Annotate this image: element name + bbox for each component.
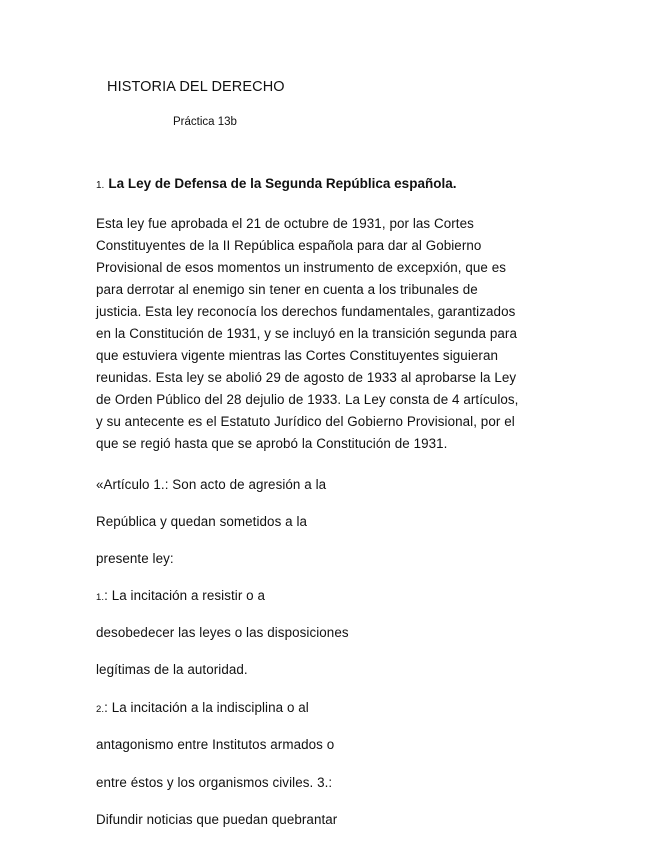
article-line: antagonismo entre Institutos armados o [96, 737, 335, 752]
paragraph-line: Constituyentes de la II República española para dar al Gobierno [96, 238, 482, 253]
article-item-number: 1. [96, 592, 105, 603]
section-heading [96, 176, 456, 191]
article-line: legítimas de la autoridad. [96, 662, 248, 677]
paragraph-line: en la Constitución de 1931, y se incluyó en la transición segunda para [96, 326, 517, 341]
paragraph-line: Esta ley fue aprobada el 21 de octubre de 1931, por las Cortes [96, 216, 474, 231]
article-item-2 [96, 700, 309, 715]
body-paragraph [96, 213, 561, 455]
paragraph-line: y su antecente es el Estatuto Jurídico del Gobierno Provisional, por el [96, 414, 515, 429]
article-item-1 [96, 588, 265, 603]
document-title: HISTORIA DEL DERECHO [107, 79, 285, 95]
article-line: Difundir noticias que puedan quebrantar [96, 812, 338, 827]
paragraph-line: justicia. Esta ley reconocía los derechos fundamentales, garantizados [96, 304, 516, 319]
document-subtitle: Práctica 13b [173, 116, 237, 128]
article-line: desobedecer las leyes o las disposiciones [96, 625, 349, 640]
article-line: República y quedan sometidos a la [96, 514, 308, 529]
paragraph-line: reunidas. Esta ley se abolió 29 de agosto de 1933 al aprobarse la Ley [96, 370, 517, 385]
article-item-text: : La incitación a resistir o a [104, 588, 266, 603]
article-line: entre éstos y los organismos civiles. 3.: [96, 775, 333, 790]
article-item-number: 2. [96, 704, 105, 715]
section-title: La Ley de Defensa de la Segunda República española. [108, 176, 457, 191]
paragraph-line: que se regió hasta que se aprobó la Constitución de 1931. [96, 436, 448, 451]
section-number: 1. [96, 180, 105, 191]
article-line: «Artículo 1.: Son acto de agresión a la [96, 477, 327, 492]
paragraph-line: Provisional de esos momentos un instrumento de excepxión, que es [96, 260, 507, 275]
article-item-text: : La incitación a la indisciplina o al [104, 700, 309, 715]
article-line: presente ley: [96, 551, 174, 566]
paragraph-line: de Orden Público del 28 dejulio de 1933. La Ley consta de 4 artículos, [96, 392, 519, 407]
paragraph-line: para derrotar al enemigo sin tener en cuenta a los tribunales de [96, 282, 478, 297]
paragraph-line: que estuviera vigente mientras las Cortes Constituyentes siguieran [96, 348, 498, 363]
